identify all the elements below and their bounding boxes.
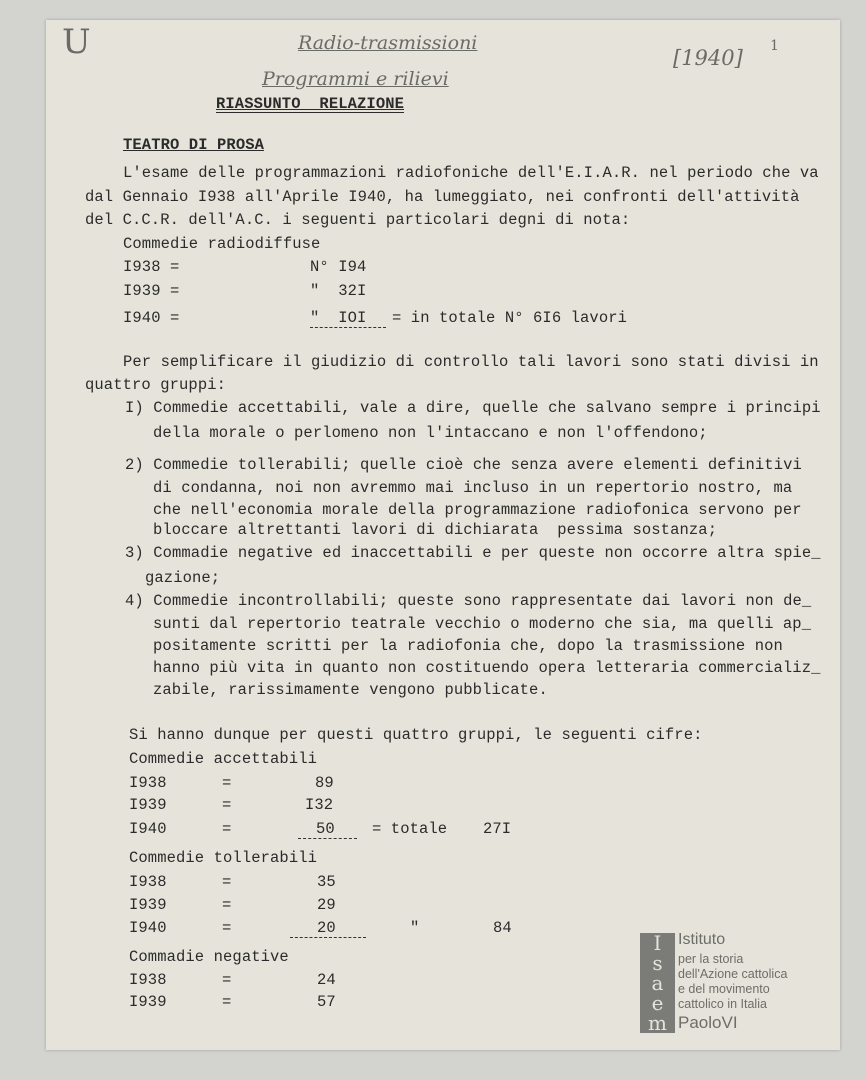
figures-intro: Si hanno dunque per questi quattro gruppi, le seguenti cifre: xyxy=(129,726,703,744)
category-label: Commedie accettabili xyxy=(129,750,318,768)
year-value: 20 xyxy=(290,919,366,938)
year-label: I938 xyxy=(129,971,167,989)
year-label: I940 xyxy=(129,820,167,838)
year-value: " 32I xyxy=(310,282,367,300)
year-label: I938 = xyxy=(123,258,180,276)
year-value: " IOI xyxy=(310,309,386,328)
handwritten-date: [1940] xyxy=(673,46,743,70)
intro-line: del C.C.R. dell'A.C. i seguenti particolari degni di nota: xyxy=(85,211,631,229)
group-item: positamente scritti per la radiofonia che, dopo la trasmissione non xyxy=(153,637,783,655)
group-item: I) Commedie accettabili, vale a dire, quelle che salvano sempre i principi xyxy=(125,399,821,417)
group-item: gazione; xyxy=(145,569,221,587)
total-label: = totale xyxy=(372,820,448,838)
intro-line: dal Gennaio I938 all'Aprile I940, ha lumeggiato, nei confronti dell'attività xyxy=(85,188,800,206)
isacem-logo xyxy=(640,931,788,1037)
radiodiffuse-total: = in totale N° 6I6 lavori xyxy=(392,309,628,327)
handwritten-subtitle: Programmi e rilievi xyxy=(262,68,449,90)
logo-text: PaoloVI xyxy=(678,1013,738,1032)
group-item: della morale o perlomeno non l'intaccano e non l'offendono; xyxy=(153,424,708,442)
equals-sign: = xyxy=(222,971,232,989)
equals-sign: = xyxy=(222,796,232,814)
year-label: I938 xyxy=(129,774,167,792)
equals-sign: = xyxy=(222,896,232,914)
handwritten-title: Radio-trasmissioni xyxy=(298,32,478,54)
logo-monogram: I s a e m xyxy=(640,933,675,1033)
year-label: I940 = xyxy=(123,309,180,327)
logo-text: cattolico in Italia xyxy=(678,997,767,1011)
group-item: zabile, rarissimamente vengono pubblicate. xyxy=(153,681,548,699)
group-item: sunti dal repertorio teatrale vecchio o moderno che sia, ma quelli ap_ xyxy=(153,615,812,633)
logo-text: per la storia xyxy=(678,952,744,966)
group-item: 4) Commedie incontrollabili; queste sono rappresentate dai lavori non de_ xyxy=(125,592,812,610)
year-label: I938 xyxy=(129,873,167,891)
year-label: I939 = xyxy=(123,282,180,300)
group-item: 2) Commedie tollerabili; quelle cioè che senza avere elementi definitivi xyxy=(125,456,802,474)
total-label: " xyxy=(410,919,420,937)
groups-intro-line: Per semplificare il giudizio di controllo tali lavori sono stati divisi in xyxy=(123,353,819,371)
equals-sign: = xyxy=(222,873,232,891)
logo-text: e del movimento xyxy=(678,982,770,996)
document-header: RIASSUNTO RELAZIONE xyxy=(216,95,405,113)
equals-sign: = xyxy=(222,993,232,1011)
total-value: 84 xyxy=(493,919,512,937)
year-value: 29 xyxy=(317,896,336,914)
year-value: 35 xyxy=(317,873,336,891)
group-item: hanno più vita in quanto non costituendo opera letteraria commercializ_ xyxy=(153,659,821,677)
group-item: 3) Commadie negative ed inaccettabili e per queste non occorre altra spie_ xyxy=(125,544,821,562)
year-value: 89 xyxy=(315,774,334,792)
equals-sign: = xyxy=(222,919,232,937)
year-label: I940 xyxy=(129,919,167,937)
group-item: di condanna, noi non avremmo mai incluso in un repertorio nostro, ma xyxy=(153,479,793,497)
radiodiffuse-label: Commedie radiodiffuse xyxy=(123,235,321,253)
year-value: 24 xyxy=(317,971,336,989)
group-item: bloccare altrettanti lavori di dichiarata pessima sostanza; xyxy=(153,521,718,539)
section-title: TEATRO DI PROSA xyxy=(123,136,265,154)
group-item: che nell'economia morale della programmazione radiofonica servono per xyxy=(153,501,802,519)
year-value: 57 xyxy=(317,993,336,1011)
year-label: I939 xyxy=(129,993,167,1011)
intro-line: L'esame delle programmazioni radiofoniche dell'E.I.A.R. nel periodo che va xyxy=(123,164,819,182)
year-value: 50 xyxy=(298,820,357,839)
category-label: Commadie negative xyxy=(129,948,289,966)
equals-sign: = xyxy=(222,774,232,792)
category-label: Commedie tollerabili xyxy=(129,849,318,867)
groups-intro-line: quattro gruppi: xyxy=(85,376,227,394)
total-value: 27I xyxy=(483,820,512,838)
year-label: I939 xyxy=(129,896,167,914)
equals-sign: = xyxy=(222,820,232,838)
logo-text: dell'Azione cattolica xyxy=(678,967,788,981)
page-number: 1 xyxy=(770,38,779,54)
year-value: I32 xyxy=(305,796,334,814)
year-label: I939 xyxy=(129,796,167,814)
corner-mark: U xyxy=(62,22,91,62)
logo-text: Istituto xyxy=(678,931,726,948)
year-value: N° I94 xyxy=(310,258,367,276)
